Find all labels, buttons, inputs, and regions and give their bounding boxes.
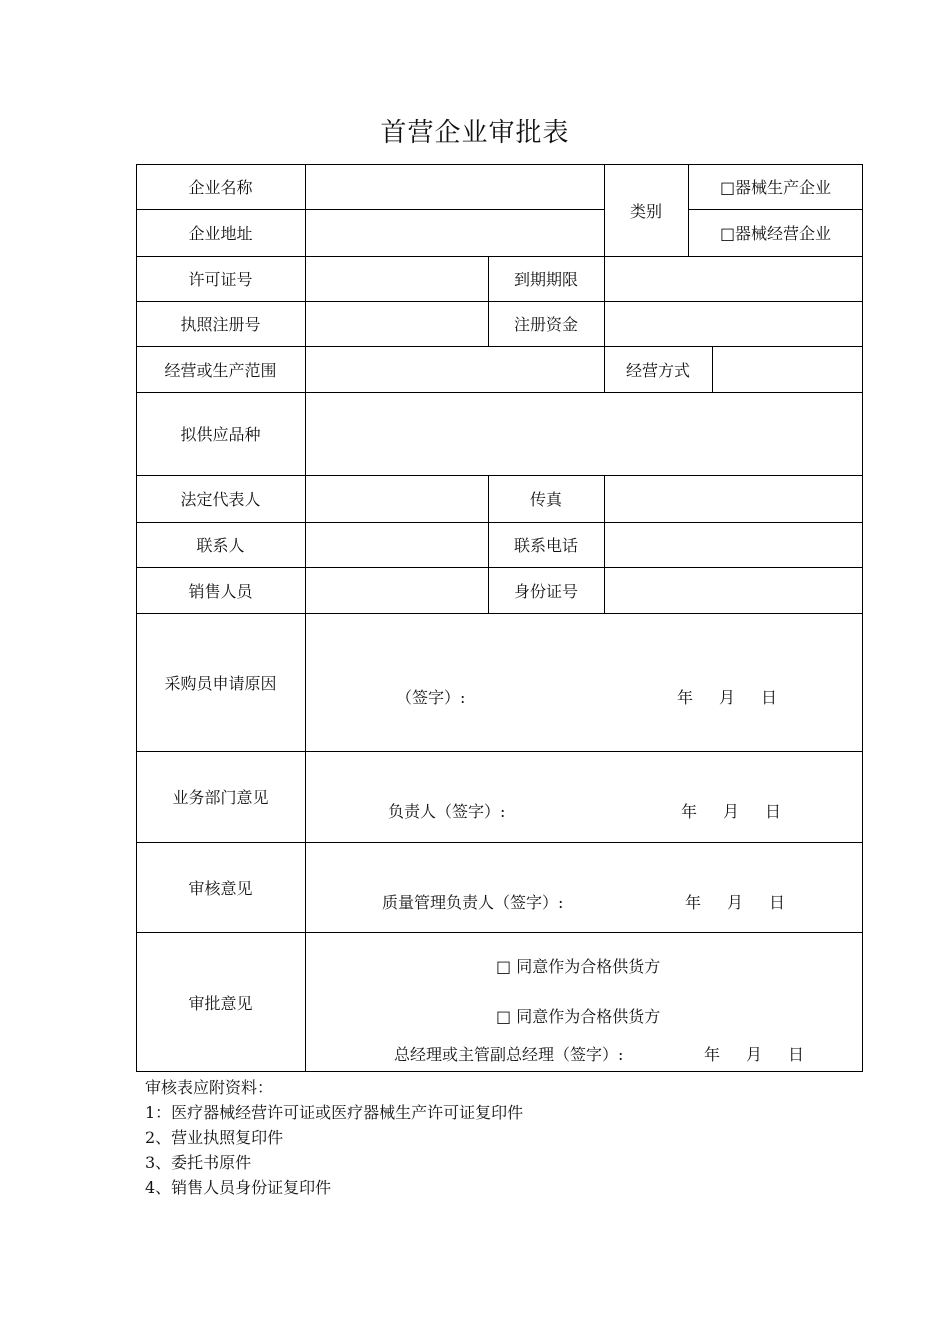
notes-item: 1：医疗器械经营许可证或医疗器械生产许可证复印件 (145, 1103, 524, 1122)
checkbox-manufacturer[interactable]: □器械生产企业 (719, 178, 832, 197)
date-year: 年 (677, 688, 694, 707)
approval-option-2[interactable]: □ 同意作为合格供货方 (496, 1007, 661, 1026)
date-year: 年 (704, 1045, 721, 1064)
business-signature: 负责人（签字）: (388, 802, 506, 821)
col-divider (604, 256, 605, 346)
label-business-mode: 经营方式 (625, 360, 690, 380)
label-company-name: 企业名称 (188, 178, 253, 197)
date-day: 日 (788, 1045, 805, 1064)
label-contact: 联系人 (196, 536, 245, 555)
notes-item: 3、委托书原件 (145, 1153, 252, 1172)
label-category: 类别 (629, 201, 662, 221)
notes-heading: 审核表应附资料： (145, 1078, 274, 1097)
label-sales-person: 销售人员 (188, 581, 253, 601)
label-supply-items: 拟供应品种 (180, 425, 261, 444)
label-contact-phone: 联系电话 (513, 536, 578, 555)
col-divider (305, 164, 306, 1072)
date-day: 日 (761, 688, 778, 707)
label-expiry: 到期期限 (513, 270, 578, 289)
date-month: 月 (723, 802, 740, 821)
notes-item: 4、销售人员身份证复印件 (145, 1178, 332, 1197)
label-fax: 传真 (529, 490, 562, 509)
label-registered-capital: 注册资金 (513, 315, 578, 334)
label-registration-no: 执照注册号 (180, 315, 261, 334)
date-year: 年 (681, 802, 698, 821)
date-month: 月 (727, 893, 744, 912)
approval-signature: 总经理或主管副总经理（签字）: (394, 1045, 624, 1064)
label-review: 审核意见 (188, 878, 253, 898)
label-legal-rep: 法定代表人 (180, 490, 261, 509)
checkbox-distributor[interactable]: □器械经营企业 (719, 224, 832, 243)
col-divider (604, 475, 605, 613)
notes-item: 2、营业执照复印件 (145, 1128, 284, 1147)
label-business-scope: 经营或生产范围 (164, 360, 277, 380)
label-purchaser-reason: 采购员申请原因 (164, 673, 277, 693)
purchaser-signature: （签字）: (396, 688, 466, 707)
label-business-dept: 业务部门意见 (172, 788, 269, 807)
label-id-no: 身份证号 (513, 581, 578, 601)
date-day: 日 (765, 802, 782, 821)
approval-option-1[interactable]: □ 同意作为合格供货方 (496, 957, 661, 976)
label-company-address: 企业地址 (188, 224, 253, 243)
label-license-no: 许可证号 (188, 270, 253, 289)
review-signature: 质量管理负责人（签字）: (382, 893, 564, 912)
col-divider (712, 346, 713, 392)
date-year: 年 (685, 893, 702, 912)
date-month: 月 (719, 688, 736, 707)
page-title: 首营企业审批表 (380, 118, 570, 148)
date-day: 日 (769, 893, 786, 912)
label-approval: 审批意见 (188, 993, 253, 1013)
date-month: 月 (746, 1045, 763, 1064)
